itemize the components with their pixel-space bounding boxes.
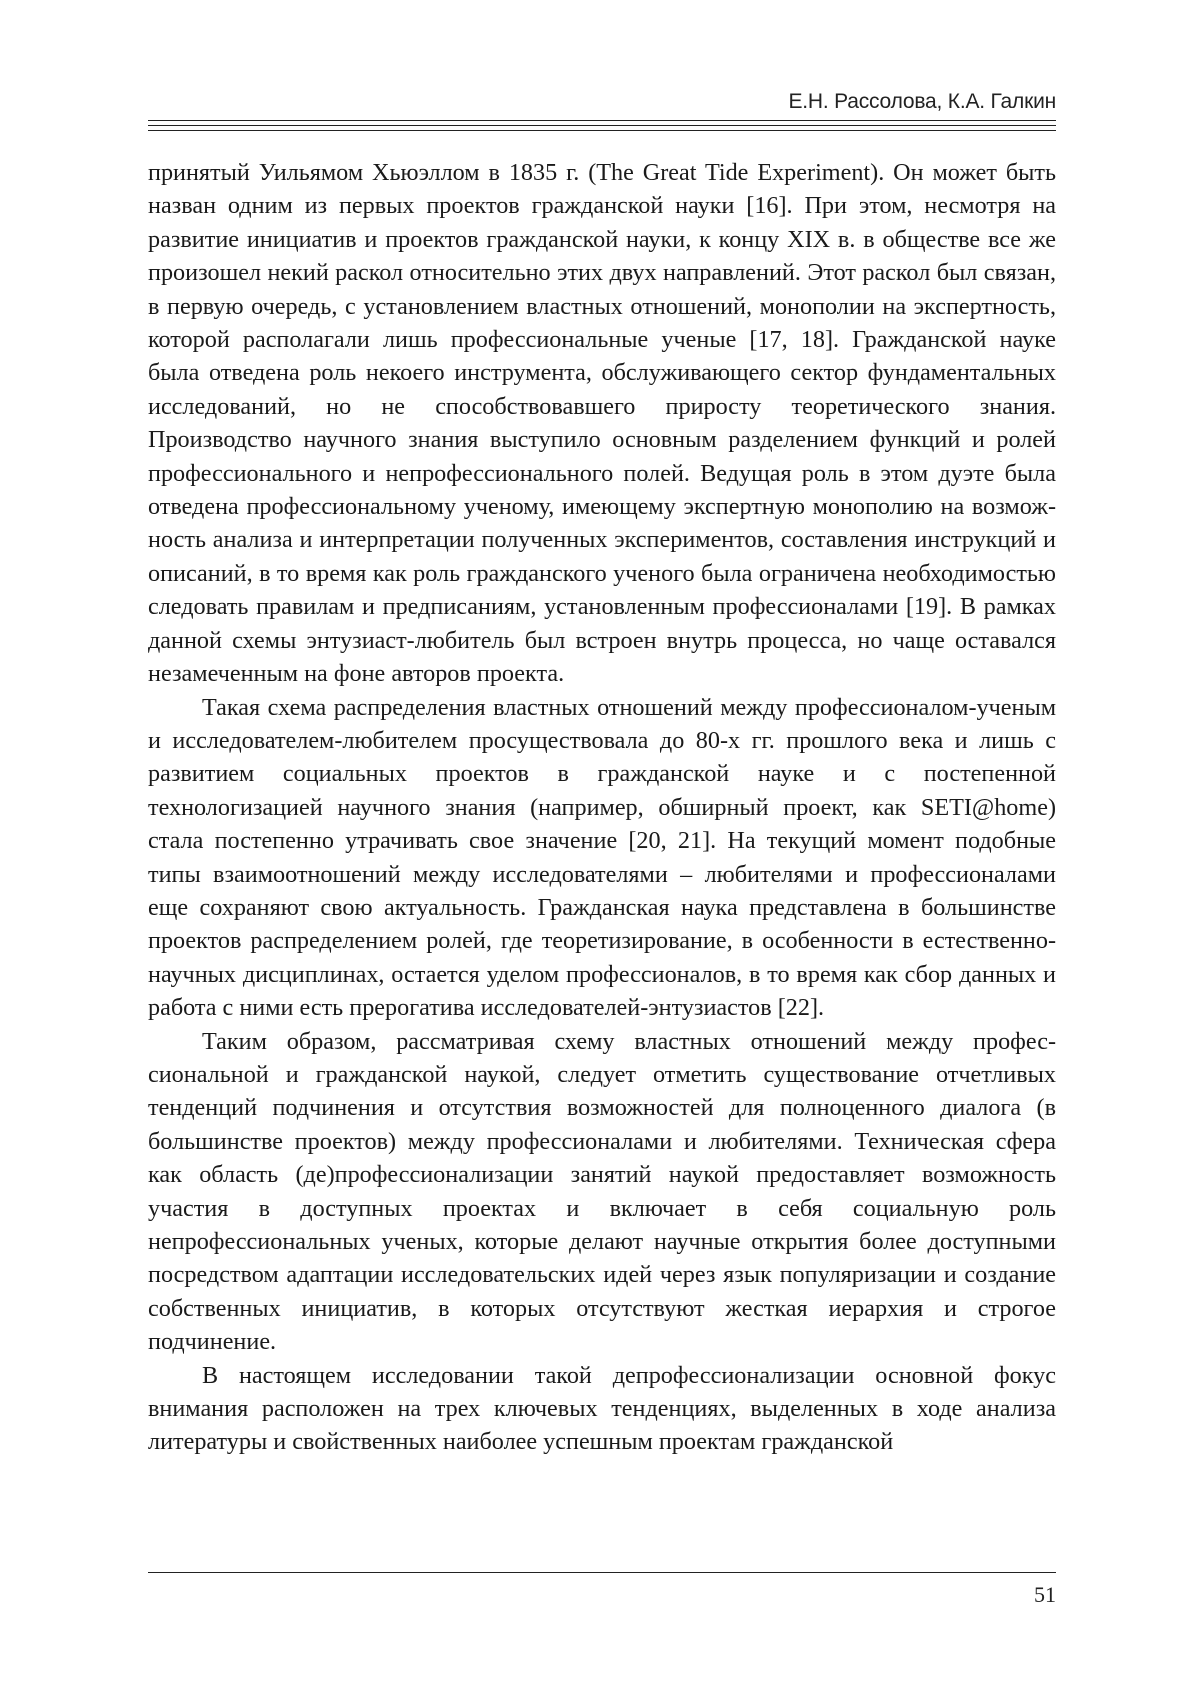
header-rule-top bbox=[148, 120, 1056, 121]
paragraph-2: Такая схема распределения властных отношений между профессионалом-ученым и исследователем-любителем просуществовала до 80-х гг. прошлого века и лишь с развитием социальных проектов в гражданской науке и с посте­пенной технологизацией научного знания (например, обширный проект, как SETI@home) стала постепенно утрачивать свое значение [20, 21]. На текущий момент подобные типы взаимоотношений между исследователями – любите­лями и профессионалами еще сохраняют свою актуальность. Гражданская наука представлена в большинстве проектов распределением ролей, где теоре­тизирование, в особенности в естественно-научных дисциплинах, остается уделом профессионалов, в то время как сбор данных и работа с ними есть пре­рогатива исследователей-энтузиастов [22]. bbox=[148, 691, 1056, 1025]
running-head-authors: Е.Н. Рассолова, К.А. Галкин bbox=[148, 90, 1056, 114]
paragraph-1-continued: принятый Уильямом Хьюэллом в 1835 г. (The Great Tide Experiment). Он мо­жет быть назван одним из первых проектов гражданской науки [16]. При этом, несмотря на развитие инициатив и проектов гражданской науки, к концу XIX в. в обществе все же произошел некий раскол относительно этих двух на­правлений. Этот раскол был связан, в первую очередь, с установлением власт­ных отношений, монополии на экспертность, которой располагали лишь про­фессиональные ученые [17, 18]. Гражданской науке была отведена роль некое­го инструмента, обслуживающего сектор фундаментальных исследований, но не способствовавшего приросту теоретического знания. Производство научно­го знания выступило основным разделением функций и ролей профессиональ­ного и непрофессионального полей. Ведущая роль в этом дуэте была отведена профессиональному ученому, имеющему экспертную монополию на возмож­ность анализа и интерпретации полученных экспериментов, составления инст­рукций и описаний, в то время как роль гражданского ученого была ограниче­на необходимостью следовать правилам и предписаниям, установленным про­фессионалами [19]. В рамках данной схемы энтузиаст-любитель был встроен внутрь процесса, но чаще оставался незамеченным на фоне авторов проекта. bbox=[148, 156, 1056, 691]
paragraph-3: Таким образом, рассматривая схему властных отношений между профес­сиональной и гражданской наукой, следует отметить существование отчетли­вых тенденций подчинения и отсутствия возможностей для полноценного диалога (в большинстве проектов) между профессионалами и любителями. Техническая сфера как область (де)профессионализации занятий наукой пре­доставляет возможность участия в доступных проектах и включает в себя со­циальную роль непрофессиональных ученых, которые делают научные откры­тия более доступными посредством адаптации исследовательских идей через язык популяризации и создание собственных инициатив, в которых отсутст­вуют жесткая иерархия и строгое подчинение. bbox=[148, 1025, 1056, 1359]
header-rule-middle bbox=[148, 125, 1056, 126]
book-page bbox=[0, 0, 1200, 1700]
paragraph-4: В настоящем исследовании такой депрофессионализации основной фокус внимания расположен на трех ключевых тенденциях, выделенных в ходе ана­лиза литературы и свойственных наиболее успешным проектам гражданской bbox=[148, 1359, 1056, 1459]
page-number: 51 bbox=[148, 1582, 1056, 1608]
header-rule-bottom bbox=[148, 130, 1056, 131]
body-text bbox=[148, 156, 1056, 1459]
footer-rule bbox=[148, 1572, 1056, 1573]
